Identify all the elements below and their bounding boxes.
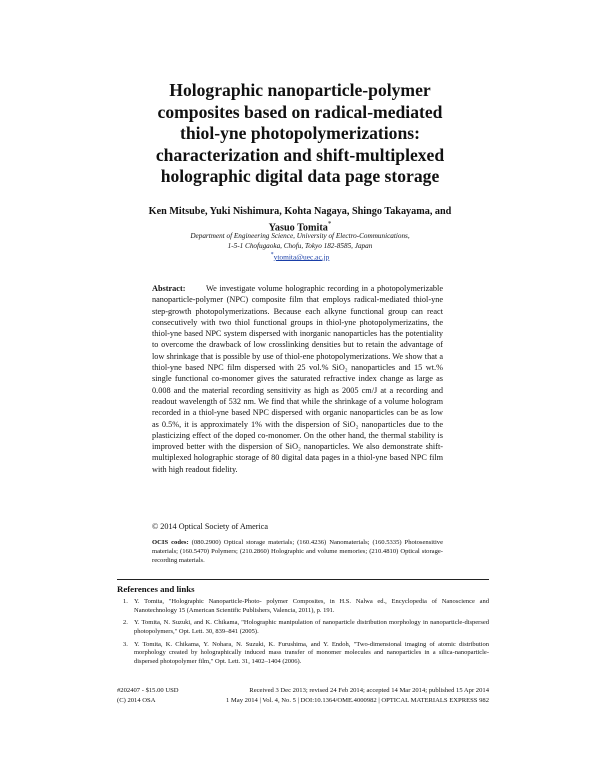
- reference-item: [117, 619, 489, 636]
- title-line: characterization and shift-multiplexed: [155, 144, 445, 165]
- title-line: holographic digital data page storage: [160, 166, 440, 186]
- title-line: composites based on radical-mediated: [157, 101, 443, 122]
- footer-copyright: (C) 2014 OSA: [117, 697, 156, 705]
- email-link[interactable]: ytomita@uec.ac.jp: [273, 252, 330, 262]
- ocis-text: (080.2900) Optical storage materials; (160.4236) Nanomaterials; (160.5335) Photosensitive materials; (160.5470) Polymers; (210.2860) Holographic and volume memories; (210.4810) Optical storage-recording materials.: [152, 539, 444, 565]
- reference-number: 2.: [123, 619, 128, 627]
- author-mark: *: [327, 220, 332, 228]
- title-line: thiol-yne photopolymerizations:: [180, 123, 420, 143]
- email-mark: *: [270, 252, 274, 258]
- corresponding-author: Yasuo Tomita: [268, 222, 328, 234]
- affiliation-line: Department of Engineering Science, University of Electro-Communications,: [190, 232, 410, 240]
- affiliation-line: 1-5-1 Chofugaoka, Chofu, Tokyo 182-8585, Japan: [227, 242, 373, 250]
- reference-item: [117, 641, 489, 667]
- footer-row: [117, 686, 489, 696]
- abstract-label: Abstract:: [152, 284, 186, 293]
- reference-text: Y. Tomita, K. Chikama, Y. Nohara, N. Suzuki, K. Furushima, and Y. Endoh, "Two-dimensional imaging of atomic distribution morphology created by holographically induced mass transfer of monomer molecules and nanoparticles in a silica-nanoparticle-dispersed photopolymer film," Opt. Lett. 31, 1402–1404 (2006).: [134, 640, 489, 665]
- article-id-price: #202407 - $15.00 USD: [117, 687, 179, 694]
- reference-number: 1.: [123, 598, 128, 605]
- publication-history: Received 3 Dec 2013; revised 24 Feb 2014; accepted 14 Mar 2014; published 15 Apr 2014: [249, 687, 489, 694]
- email-line: [200, 252, 400, 261]
- reference-text: Y. Tomita, N. Suzuki, and K. Chikama, "Holographic manipulation of nanoparticle distribution morphology in nanoparticle-dispersed photopolymers," Opt. Lett. 30, 839–841 (2005).: [134, 619, 489, 635]
- page-footer: [117, 686, 489, 707]
- affiliation: [150, 231, 450, 251]
- references-heading: References and links: [117, 584, 195, 594]
- title-line: Holographic nanoparticle-polymer: [169, 80, 431, 100]
- paper-title: [90, 80, 510, 188]
- abstract-text: We investigate volume holographic recording in a photopolymerizable nanoparticle-polymer (NPC) composite film that employs radical-mediated thiol-yne step-growth photopolymerizations. Because each alkyne functional group can react consecutively with two thiol functional groups in thiol-yne photopolymerizatins, the thiol-yne based NPC system dispersed with inorganic nanoparticles has the potentiality to overcome the drawback of low crosslinking densities but to retain the advantage of low shrinkage that is possible by use of thiol-ene photopolymerizations. We show that a thiol-yne based NPC film dispersed with 25 vol.% SiO₂ nanoparticles and 15 wt.% single functional co-monomer gives the saturated refractive index change as large as 0.008 and the material recording sensitivity as high as 2005 cm/J at a recording and readout wavelength of 532 nm. We find that while the shrinkage of a volume hologram recorded in a thiol-yne based NPC dispersed with organic nanoparticles can be as low as 0.5%, it is approximately 1% with the dispersion of SiO₂ nanoparticles due to the plasticizing effect of the doped co-monomer. On the other hand, the thermal stability is improved better with the dispersion of SiO₂ nanoparticles. We also demonstrate shift-multiplexed holographic storage of 80 digital data pages in a thiol-yne based NPC film with high readout fidelity.: [152, 284, 443, 474]
- references-divider: [117, 579, 489, 580]
- authors-line: Ken Mitsube, Yuki Nishimura, Kohta Nagaya, Shingo Takayama, and: [148, 206, 452, 217]
- reference-text: Y. Tomita, "Holographic Nanoparticle-Photo- polymer Composites, in H.S. Nalwa ed., Encyclopedia of Nanoscience and Nanotechnology 15 (American Scientific Publishers, Valencia, 2011), p. 191.: [134, 598, 489, 614]
- reference-list: [117, 598, 489, 671]
- reference-item: [117, 598, 489, 615]
- abstract: [152, 283, 443, 475]
- ocis-codes: [152, 538, 443, 565]
- journal-citation: 1 May 2014 | Vol. 4, No. 5 | DOI:10.1364/OME.4000982 | OPTICAL MATERIALS EXPRESS 982: [225, 697, 489, 705]
- reference-number: 3.: [123, 640, 128, 648]
- footer-row: [117, 696, 489, 706]
- copyright: © 2014 Optical Society of America: [152, 522, 269, 531]
- ocis-label: OCIS codes:: [152, 539, 189, 546]
